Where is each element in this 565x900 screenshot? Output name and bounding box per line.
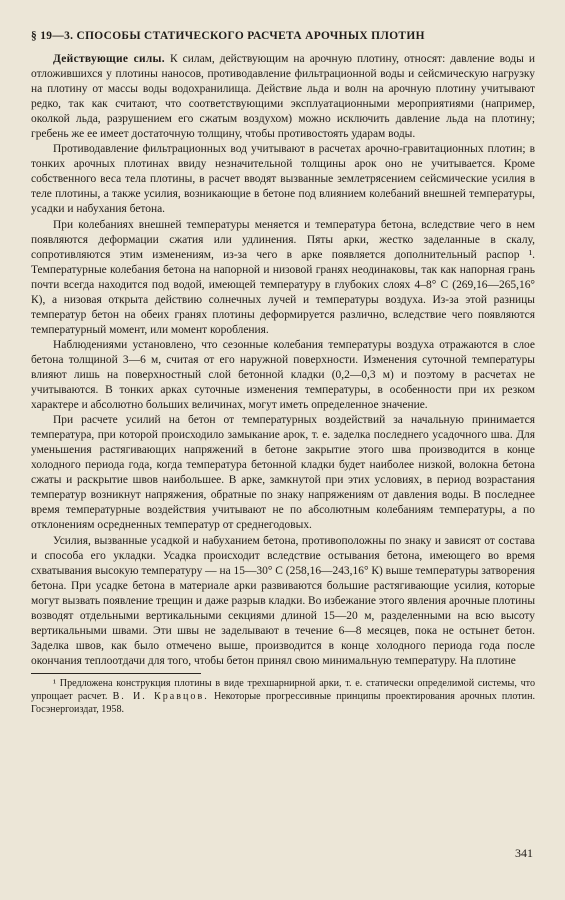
footnote-text: ¹ Предложена конструкция плотины в виде трехшарнирной арки, т. е. статически определимой системы, что упрощает расчет.	[31, 677, 535, 703]
section-heading: § 19—3. СПОСОБЫ СТАТИЧЕСКОГО РАСЧЕТА АРОЧНЫХ ПЛОТИН	[31, 30, 425, 42]
paragraph-lead: Действующие силы.	[53, 53, 165, 65]
footnote-divider	[31, 673, 201, 674]
footnote-text-rest: Некоторые прогрессивные принципы проектирования арочных плотин. Госэнергоиздат, 1958.	[31, 691, 535, 716]
paragraph-observations: Наблюдениями установлено, что сезонные колебания температуры воздуха отражаются в слое бетона толщиной 3—6 м, считая от его наружной поверхности. Изменения суточной температуры влияют лишь на поверхностный слой бетонной кладки (0,2—0,3 м) и поэтому в расчетах не учитываются. В тонких арках суточные изменения температуры, в особенности при их резком характере и абсолютно больших величинах, могут иметь определенное значение.	[31, 338, 535, 412]
page-number: 341	[515, 846, 533, 860]
paragraph-acting-forces	[31, 52, 535, 142]
paragraph-temperature-variation: При колебаниях внешней температуры меняется и температура бетона, вследствие чего в нем появляются деформации сжатия или удлинения. Пяты арки, жестко заделанные в скалу, сопротивляются этим изменениям, из-за чего в арке появляется дополнительный распор ¹. Температурные колебания бетона на напорной и низовой гранях неодинаковы, так как напорная грань почти всегда находится под водой, имеющей температуру в глубоких слоях 4–8° С (269,16—265,16° К), а низовая открыта действию солнечных лучей и температуры воздуха. Из-за этой разницы температур бетон на обеих гранях плотины деформируется различно, вследствие чего появляются температурный момент, или момент коробления.	[31, 218, 535, 336]
footnote-author: В. И. Кравцов.	[112, 691, 209, 703]
paragraph-initial-temperature: При расчете усилий на бетон от температурных воздействий за начальную принимается температура, при которой происходило замыкание арок, т. е. заделка последнего усадочного шва. Для уменьшения растягивающих напряжений в бетоне закрытие этого шва производится в конце холодного периода года, когда температура бетонной кладки будет наиболее низкой, волокна бетона сжаты и раскрытие швов наибольшее. В арке, замкнутой при этих условиях, в период возрастания температур возникнут напряжения, обратные по знаку напряжениям от давления воды. В последнее время температурные воздействия учитывают не по абсолютным колебаниям температуры, а по отклонениям осредненных температур от среднегодовых.	[31, 414, 535, 532]
paragraph-shrinkage: Усилия, вызванные усадкой и набуханием бетона, противоположны по знаку и зависят от состава и способа его укладки. Усадка происходит вследствие остывания бетона, имеющего во время схватывания высокую температуру — на 15—30° С (258,16—243,16° К) выше температуры затворения бетона. При усадке бетона в материале арки развиваются большие растягивающие усилия, которые могут вызвать появление трещин и даже разрыв кладки. Во избежание этого явления арочные плотины возводят отдельными вертикальными секциями длиной 15—20 м, разделенными на всю высоту вертикальными швами. Эти швы не заделывают в течение 6—8 месяцев, пока не остынет бетон. Заделка швов, как было отмечено выше, производится в конце холодного периода года после окончания теплоотдачи для того, чтобы бетон принял свою минимальную температуру. На плотине	[31, 534, 535, 667]
footnote	[31, 677, 535, 716]
paragraph-uplift: Противодавление фильтрационных вод учитывают в расчетах арочно-гравитационных плотин; в тонких арочных плотинах ввиду незначительной толщины арок оно не учитывается. Кроме собственного веса тела плотины, в расчет вводят вызванные землетрясением сейсмические усилия в теле плотины, а также усилия, возникающие в бетоне под влиянием колебаний внешней температуры, усадки и набухания бетона.	[31, 143, 535, 216]
paragraph-text: К силам, действующим на арочную плотину, относят: давление воды и отложившихся у плотины наносов, противодавление фильтрационной воды и сейсмическую нагрузку на плотину от массы воды водохранилища. Действие льда и волн на арочную плотину учитывают редко, так как считают, что соответствующими эксплуатационными мероприятиями (например, околкой льда, разрушением его сжатым воздухом) можно исключить давление льда на плотину; гребень же ее имеет достаточную толщину, чтобы противостоять ударам воды.	[31, 53, 535, 141]
